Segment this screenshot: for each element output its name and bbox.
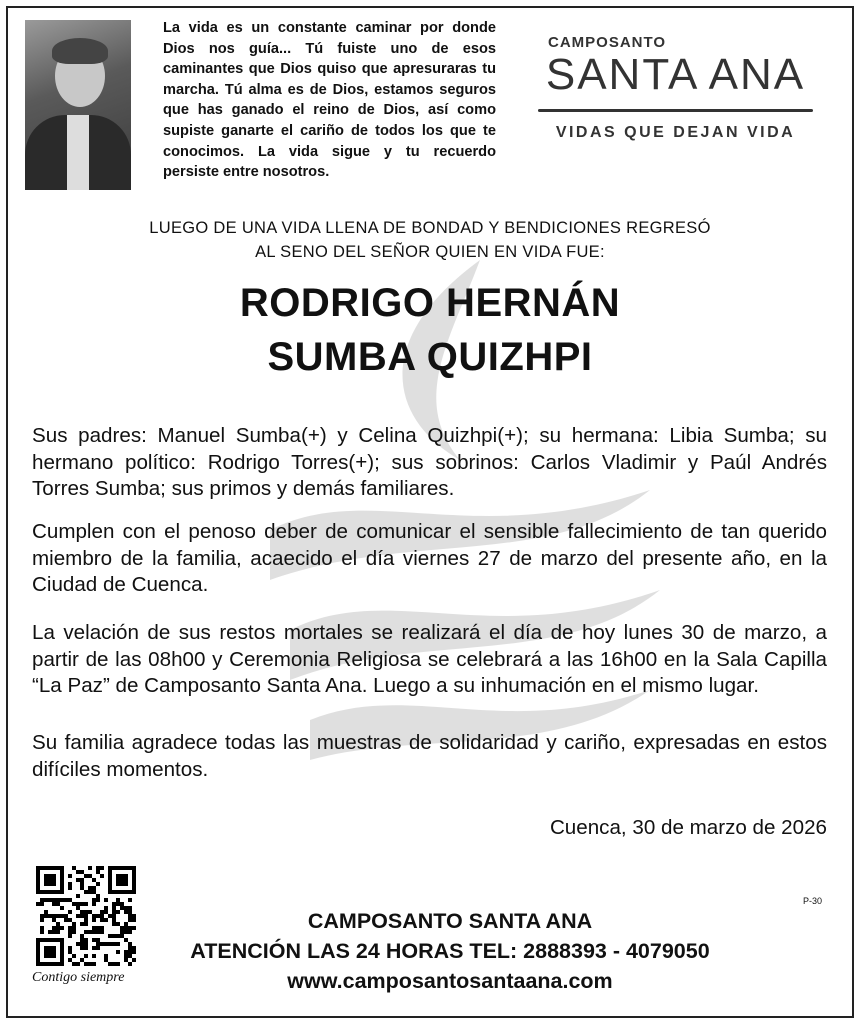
logo-name: SANTA ANA <box>545 50 806 99</box>
intro-line: AL SENO DEL SEÑOR QUIEN EN VIDA FUE: <box>255 243 605 261</box>
thanks-paragraph: Su familia agradece todas las muestras de solidaridad y cariño, expresadas en estos difíciles momentos. <box>32 731 827 781</box>
website-link[interactable]: www.camposantosantaana.com <box>287 969 613 993</box>
announcement-paragraph: Cumplen con el penoso deber de comunicar el sensible fallecimiento de tan querido miembro de la familia, acaecido el día viernes 27 de marzo del presente año, en la Ciudad de Cuenca. <box>32 520 827 596</box>
phone-line: ATENCIÓN LAS 24 HORAS TEL: 2888393 - 4079050 <box>190 939 710 963</box>
logo-divider <box>538 109 813 112</box>
company-name: CAMPOSANTO SANTA ANA <box>307 909 593 933</box>
slogan: Contigo siempre <box>32 970 125 985</box>
intro-line: LUEGO DE UNA VIDA LLENA DE BONDAD Y BENDICIONES REGRESÓ <box>149 219 711 237</box>
footer-contact <box>140 906 760 996</box>
deceased-name <box>20 276 840 384</box>
name-line-2: SUMBA QUIZHPI <box>267 335 593 379</box>
ceremony-paragraph: La velación de sus restos mortales se realizará el día de hoy lunes 30 de marzo, a partir de las 08h00 y Ceremonia Religiosa se celebrará a las 16h00 en la Sala Capilla “La Paz” de Camposanto Santa Ana. Luego a su inhumación en el mismo lugar. <box>32 621 827 697</box>
deceased-photo <box>25 20 131 190</box>
name-line-1: RODRIGO HERNÁN <box>239 281 621 325</box>
intro-heading <box>20 216 840 264</box>
qr-code[interactable] <box>36 866 136 966</box>
logo-top: CAMPOSANTO <box>548 34 667 51</box>
camposanto-logo <box>538 34 813 142</box>
family-paragraph: Sus padres: Manuel Sumba(+) y Celina Quizhpi(+); su hermana: Libia Sumba; su hermano político: Rodrigo Torres(+); sus sobrinos: Carlos Vladimir y Paúl Andrés Torres Sumba; sus primos y demás familiares. <box>32 424 827 500</box>
poem-text: La vida es un constante caminar por donde Dios nos guía... Tú fuiste uno de esos caminantes que Dios quiso que apresuraras tu marcha. Tú alma es de Dios, estamos seguros que has ganado el reino de Dios, así como supiste ganarte el cariño de todos los que te conocimos. La vida sigue y tu recuerdo persiste entre nosotros. <box>163 20 496 181</box>
page-code: P-30 <box>803 896 823 906</box>
date-line: Cuenca, 30 de marzo de 2026 <box>549 816 827 839</box>
logo-tagline: VIDAS QUE DEJAN VIDA <box>555 124 796 141</box>
